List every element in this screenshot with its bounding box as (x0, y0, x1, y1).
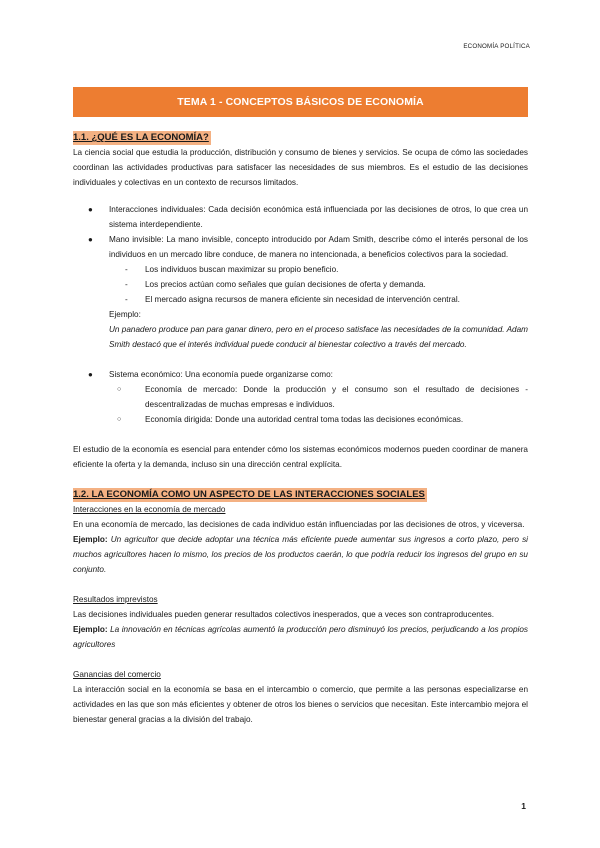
bullet-text: Mano invisible: La mano invisible, concepto introducido por Adam Smith, describe cómo el interés personal de los individuos en un mercado libre conduce, de manera no intencionada, a beneficios colectivos para la sociedad. (109, 235, 528, 259)
subsection-heading: Ganancias del comercio (73, 670, 161, 679)
page-number: 1 (521, 801, 526, 811)
dash-icon: - (125, 280, 128, 289)
example-label: Ejemplo: (73, 625, 108, 634)
bullet-icon: ● (88, 370, 93, 379)
dash-icon: - (125, 265, 128, 274)
list-item (125, 262, 528, 277)
section-2 (73, 487, 528, 727)
dash-text: Los precios actúan como señales que guían decisiones de oferta y demanda. (145, 280, 426, 289)
bullet-text: Sistema económico: Una economía puede organizarse como: (109, 370, 333, 379)
example-label: Ejemplo: (109, 310, 141, 319)
subsection-text: La interacción social en la economía se basa en el intercambio o comercio, que permite a las personas especializarse en actividades en las que son más eficientes y obtener de otros los bienes o servicios que necesitan. Este intercambio mejora el bienestar general gracias a la división del trabajo. (73, 685, 528, 724)
subsection-heading: Resultados imprevistos (73, 595, 158, 604)
circle-bullet-icon: ○ (117, 386, 122, 393)
example-text: La innovación en técnicas agrícolas aumentó la producción pero disminuyó los precios, perjudicando a los propios agricultores (73, 625, 528, 649)
subsection-text: En una economía de mercado, las decisiones de cada individuo están influenciadas por las decisiones de otros, y viceversa. (73, 520, 525, 529)
subsection-example (73, 622, 528, 652)
economic-system-sublist (117, 382, 528, 427)
bullet-icon: ● (88, 205, 93, 214)
list-item (125, 277, 528, 292)
list-item (73, 202, 528, 232)
dash-text: Los individuos buscan maximizar su propio beneficio. (145, 265, 339, 274)
example-text: Un agricultor que decide adoptar una técnica más eficiente puede aumentar sus ingresos a corto plazo, pero si muchos agricultores hacen lo mismo, los precios de los productos caerán, lo que podría reducir los ingresos del grupo en su conjunto. (73, 535, 528, 574)
dash-icon: - (125, 295, 128, 304)
subsection-text: Las decisiones individuales pueden generar resultados colectivos inesperados, que a veces son contraproducentes. (73, 610, 495, 619)
circle-text: Economía dirigida: Donde una autoridad central toma todas las decisiones económicas. (145, 415, 464, 424)
list-item (117, 412, 528, 427)
bullet-icon: ● (88, 235, 93, 244)
section-2-title: 1.2. LA ECONOMÍA COMO UN ASPECTO DE LAS INTERACCIONES SOCIALES (73, 489, 425, 500)
circle-bullet-icon: ○ (117, 416, 122, 423)
section-1-title: 1.1. ¿QUÉ ES LA ECONOMÍA? (73, 132, 209, 143)
section-1 (73, 130, 528, 472)
subsection-heading: Interacciones en la economía de mercado (73, 505, 226, 514)
bullet-text: Interacciones individuales: Cada decisión económica está influenciada por las decisiones de otros, lo que crea un sistema interdependiente. (109, 205, 528, 229)
circle-text: Economía de mercado: Donde la producción y el consumo son el resultado de decisiones - descentralizadas de muchas empresas e individuos. (145, 385, 528, 409)
document-body (73, 130, 528, 727)
example-label: Ejemplo: (73, 535, 108, 544)
subsection-example (73, 532, 528, 577)
example-block (73, 307, 528, 352)
list-item (73, 367, 528, 427)
mano-invisible-sublist (125, 262, 528, 307)
example-text: Un panadero produce pan para ganar dinero, pero en el proceso satisface las necesidades de la comunidad. Adam Smith destacó que el interés individual puede conducir al bienestar colectivo a través del mercado. (109, 325, 528, 349)
section-1-intro: La ciencia social que estudia la producción, distribución y consumo de bienes y servicios. Se ocupa de cómo las sociedades coordinan las actividades productivas para satisfacer las necesidades de sus miembros. Es el estudio de las decisiones individuales y colectivas en un contexto de recursos limitados. (73, 148, 528, 187)
running-head: ECONOMÍA POLÍTICA (463, 43, 530, 50)
system-bullet-list (73, 367, 528, 427)
section-1-bullet-list (73, 202, 528, 262)
list-item (117, 382, 528, 412)
list-item (73, 232, 528, 262)
dash-text: El mercado asigna recursos de manera eficiente sin necesidad de intervención central. (145, 295, 460, 304)
section-1-conclusion: El estudio de la economía es esencial para entender cómo los sistemas económicos modernos pueden coordinar de manera eficiente la oferta y la demanda, incluso sin una dirección central explícita. (73, 445, 528, 469)
list-item (125, 292, 528, 307)
chapter-banner (73, 87, 528, 117)
chapter-title: TEMA 1 - CONCEPTOS BÁSICOS DE ECONOMÍA (177, 95, 424, 108)
